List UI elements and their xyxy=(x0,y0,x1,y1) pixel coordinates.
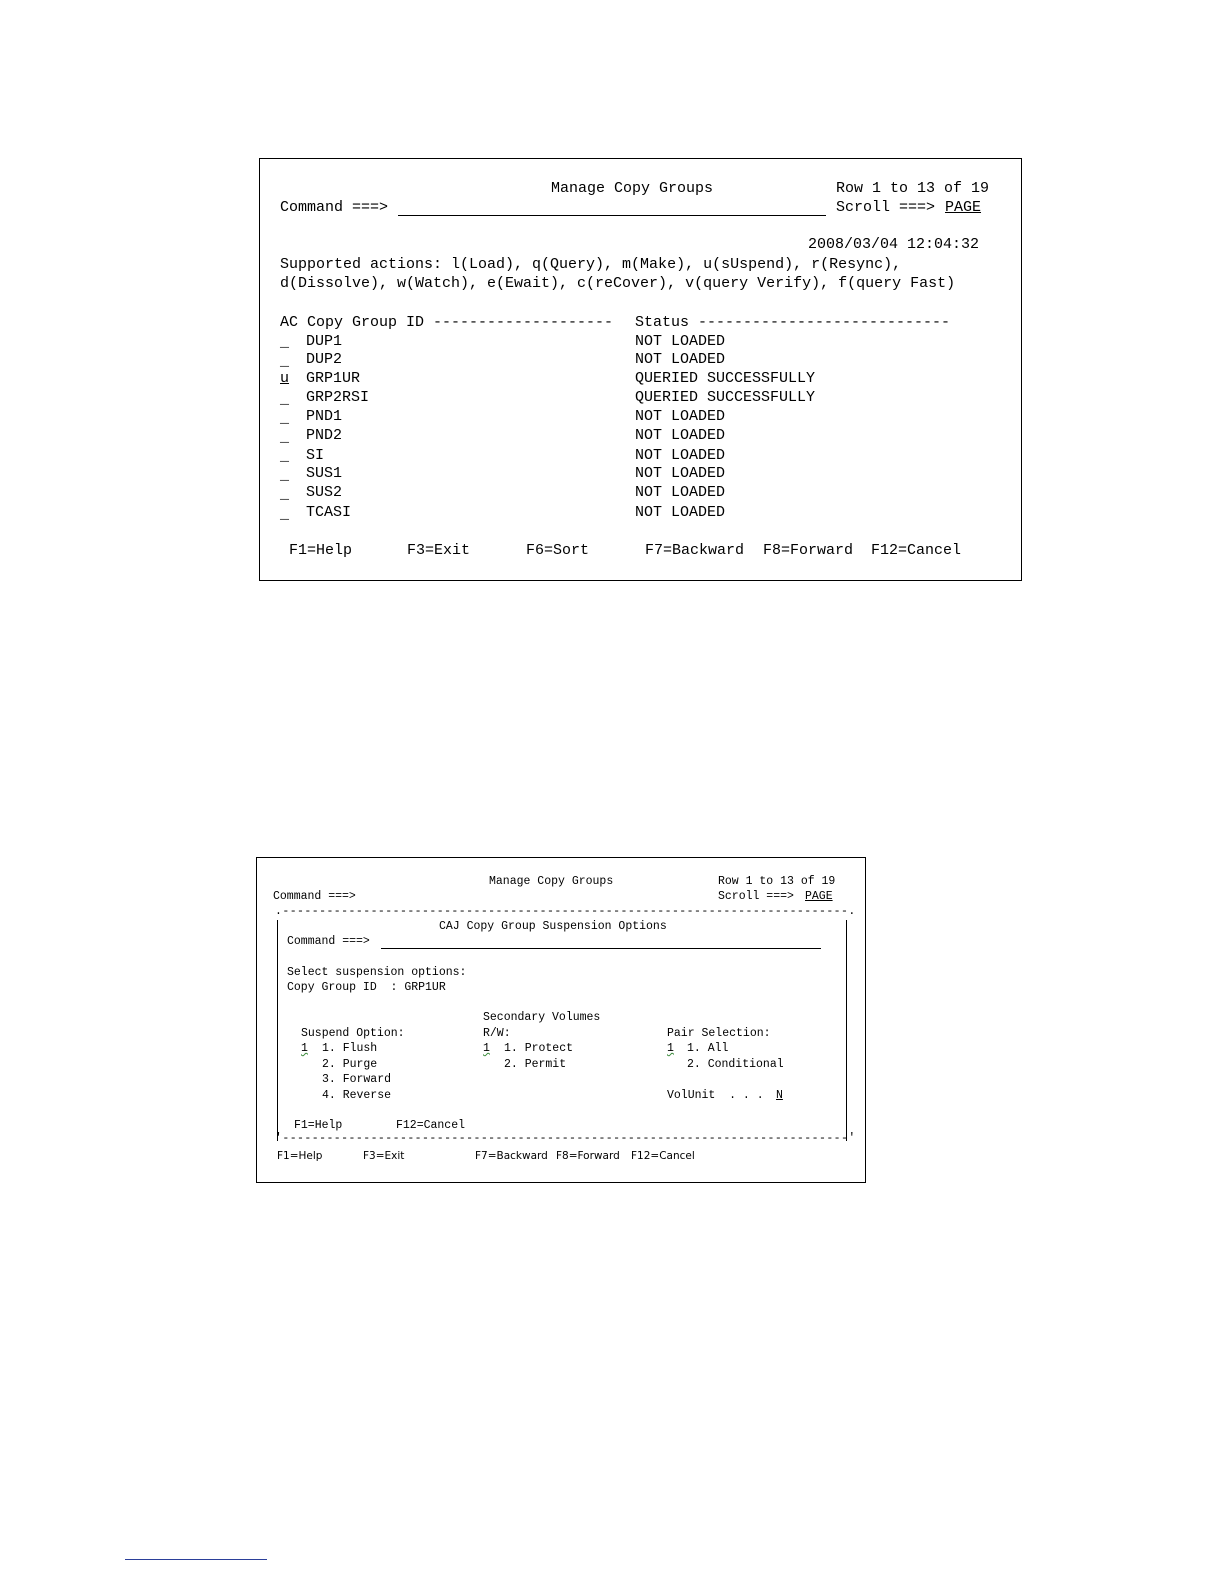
suspend-option-input[interactable]: 1 xyxy=(301,1042,308,1055)
row-status: NOT LOADED xyxy=(635,465,726,482)
fkey-exit[interactable]: F3=Exit xyxy=(407,542,471,559)
screen1-actions-line2: d(Dissolve), w(Watch), e(Ewait), c(reCover), v(query Verify), f(query Fast) xyxy=(280,275,956,292)
volunit-label: VolUnit . . . xyxy=(667,1089,764,1102)
screen2-command-label: Command ===> xyxy=(273,890,356,903)
row-group-id: SUS2 xyxy=(306,484,343,501)
row-status: NOT LOADED xyxy=(635,447,726,464)
popup-select-label: Select suspension options: xyxy=(287,966,467,979)
screen1-row-info: Row 1 to 13 of 19 xyxy=(836,180,990,197)
pair-selection-input[interactable]: 1 xyxy=(667,1042,674,1055)
screen2-scroll-label: Scroll ===> xyxy=(718,890,794,903)
row-ac-input[interactable]: _ xyxy=(280,391,290,408)
row-ac-input[interactable]: _ xyxy=(280,410,290,427)
suspend-option-item: 2. Purge xyxy=(322,1058,378,1071)
screen1-title: Manage Copy Groups xyxy=(551,180,714,197)
row-status: NOT LOADED xyxy=(635,484,726,501)
row-group-id: SI xyxy=(306,447,325,464)
suspend-option-item: 1. Flush xyxy=(322,1042,378,1055)
pair-selection-item: 2. Conditional xyxy=(687,1058,784,1071)
row-group-id: GRP1UR xyxy=(306,370,361,387)
fkey-cancel[interactable]: F12=Cancel xyxy=(871,542,962,559)
screen2-fkey-help[interactable]: F1=Help xyxy=(277,1150,323,1162)
row-status: NOT LOADED xyxy=(635,427,726,444)
row-ac-input[interactable]: _ xyxy=(280,467,290,484)
pair-selection-item: 1. All xyxy=(687,1042,729,1055)
screen1-frame xyxy=(259,158,1022,581)
screen2-fkey-forward[interactable]: F8=Forward xyxy=(556,1150,620,1162)
row-ac-input[interactable]: _ xyxy=(280,506,290,523)
rw-option-item: 1. Protect xyxy=(504,1042,574,1055)
popup-right-border xyxy=(846,920,847,1141)
popup-group-label: Copy Group ID : GRP1UR xyxy=(287,981,446,994)
popup-pair-header: Pair Selection: xyxy=(667,1027,771,1040)
rw-option-item: 2. Permit xyxy=(504,1058,567,1071)
fkey-forward[interactable]: F8=Forward xyxy=(763,542,854,559)
row-group-id: TCASI xyxy=(306,504,352,521)
popup-border-bottom: '-----------------------------------------------------------------------------' xyxy=(275,1132,856,1145)
screen1-actions-line1: Supported actions: l(Load), q(Query), m(Make), u(sUspend), r(Resync), xyxy=(280,256,902,273)
popup-border-top: .-----------------------------------------------------------------------------. xyxy=(275,905,856,918)
row-status: NOT LOADED xyxy=(635,351,726,368)
screen2-fkey-exit[interactable]: F3=Exit xyxy=(363,1150,405,1162)
row-group-id: DUP2 xyxy=(306,351,343,368)
fkey-help[interactable]: F1=Help xyxy=(289,542,353,559)
fkey-sort[interactable]: F6=Sort xyxy=(526,542,590,559)
fkey-backward[interactable]: F7=Backward xyxy=(645,542,745,559)
row-ac-input[interactable]: _ xyxy=(280,353,290,370)
volunit-input[interactable]: N xyxy=(776,1089,783,1102)
screen1-scroll-label: Scroll ===> xyxy=(836,199,936,216)
popup-command-input[interactable] xyxy=(381,948,821,949)
screen1-header-left: AC Copy Group ID -------------------- xyxy=(280,314,614,331)
screen1-command-label: Command ===> xyxy=(280,199,389,216)
popup-left-border xyxy=(277,920,278,1141)
row-ac-input[interactable]: _ xyxy=(280,448,290,465)
suspend-option-item: 4. Reverse xyxy=(322,1089,392,1102)
popup-rw-header: R/W: xyxy=(483,1027,511,1040)
screen1-command-input[interactable] xyxy=(398,215,826,216)
row-ac-input[interactable]: _ xyxy=(280,334,290,351)
popup-title: CAJ Copy Group Suspension Options xyxy=(439,920,667,933)
rw-option-input[interactable]: 1 xyxy=(483,1042,490,1055)
suspend-option-item: 3. Forward xyxy=(322,1073,392,1086)
row-group-id: SUS1 xyxy=(306,465,343,482)
screen1-scroll-value[interactable]: PAGE xyxy=(945,199,982,216)
row-status: QUERIED SUCCESSFULLY xyxy=(635,370,816,387)
popup-command-label: Command ===> xyxy=(287,935,370,948)
screen2-frame xyxy=(256,857,866,1183)
row-status: NOT LOADED xyxy=(635,504,726,521)
row-ac-input[interactable]: _ xyxy=(280,429,290,446)
row-group-id: DUP1 xyxy=(306,333,343,350)
screen2-title: Manage Copy Groups xyxy=(489,875,614,888)
screen2-fkey-cancel[interactable]: F12=Cancel xyxy=(631,1150,695,1162)
popup-fkey-cancel[interactable]: F12=Cancel xyxy=(396,1119,466,1132)
screen2-fkey-backward[interactable]: F7=Backward xyxy=(475,1150,548,1162)
screen1-header-right: Status ---------------------------- xyxy=(635,314,951,331)
screen2-scroll-value[interactable]: PAGE xyxy=(805,890,833,903)
screen1-timestamp: 2008/03/04 12:04:32 xyxy=(808,236,980,253)
popup-secondary-volumes-label: Secondary Volumes xyxy=(483,1011,601,1024)
row-ac-input[interactable]: u xyxy=(280,370,290,387)
row-group-id: PND2 xyxy=(306,427,343,444)
row-status: NOT LOADED xyxy=(635,333,726,350)
popup-suspend-header: Suspend Option: xyxy=(301,1027,405,1040)
row-status: QUERIED SUCCESSFULLY xyxy=(635,389,816,406)
row-status: NOT LOADED xyxy=(635,408,726,425)
row-ac-input[interactable]: _ xyxy=(280,486,290,503)
row-group-id: GRP2RSI xyxy=(306,389,370,406)
screen2-row-info: Row 1 to 13 of 19 xyxy=(718,875,836,888)
popup-fkey-help[interactable]: F1=Help xyxy=(294,1119,343,1132)
row-group-id: PND1 xyxy=(306,408,343,425)
footnote-rule xyxy=(125,1559,267,1560)
